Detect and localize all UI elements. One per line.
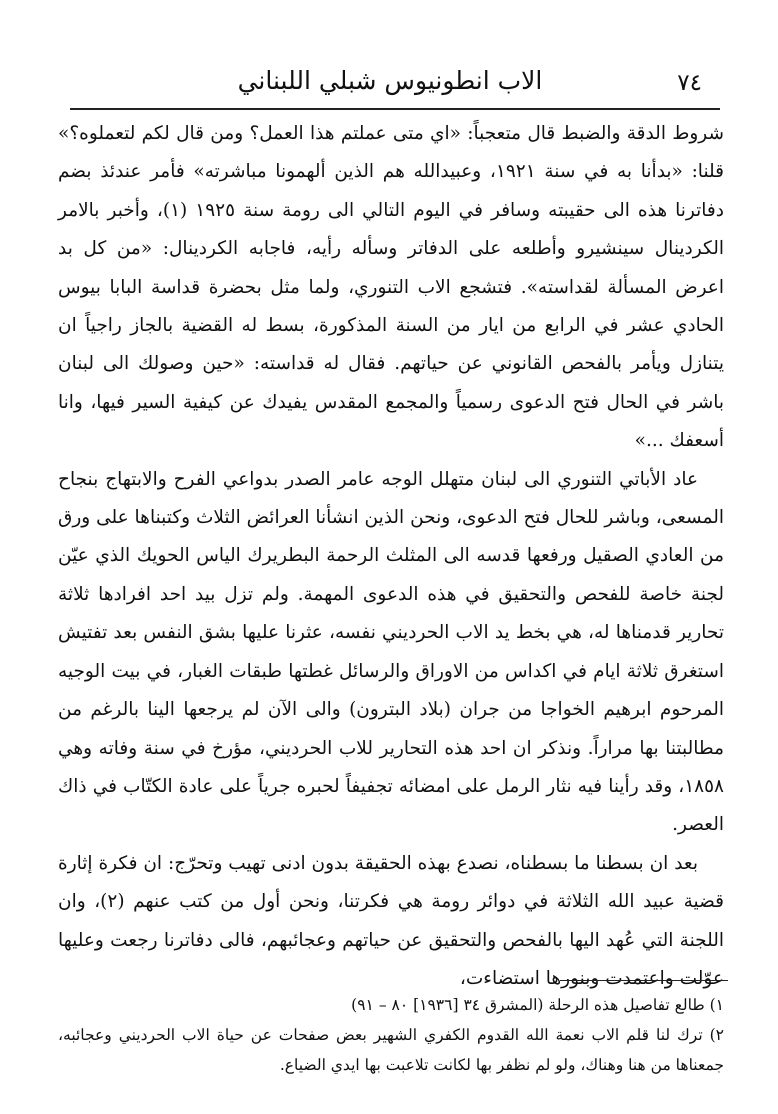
- page-header: [60, 56, 720, 106]
- paragraph-2: عاد الأباتي التنوري الى لبنان متهلل الوجه عامر الصدر بدواعي الفرح والابتهاج بنجاح المسعى، وباشر للحال فتح الدعوى، ونحن الذين انشأنا العرائض الثلاث وكتبناها على ورق من العادي الصقيل ورفعها قدسه الى المثلث الرحمة البطريرك الياس الحويك الذي عيّن لجنة خاصة للفحص والتحقيق في هذه الدعوى المهمة. ولم تزل بيد احد افرادها ثلاثة تحارير قدمناها له، هي بخط يد الاب الحرديني نفسه، عثرنا عليها بشق النفس بعد تفتيش استغرق ثلاثة ايام في اكداس من الاوراق والرسائل غطتها طبقات الغبار، في بيت الوجيه المرحوم ابرهيم الخواجا من جران (بلاد البترون) والى الآن لم يرجعها الينا بالرغم من مطالبتنا بها مراراً. ونذكر ان احد هذه التحارير للاب الحرديني، مؤرخ في سنة وفاته وهي ١٨٥٨، وقد رأينا فيه نثار الرمل على امضائه تجفيفاً لحبره جرياً على عادة الكتّاب في ذاك العصر.: [57, 468, 724, 836]
- body-text: [58, 115, 724, 998]
- footnote-1: ١) طالع تفاصيل هذه الرحلة (المشرق ٣٤ [١٩٣٦] ٨٠ – ٩١): [351, 996, 724, 1014]
- paragraph-1: شروط الدقة والضبط قال متعجباً: «اي متى عملتم هذا العمل؟ ومن قال لكم لتعملوه؟» قلنا: «بدأنا به في سنة ١٩٢١، وعبيدالله هم الذين ألهمونا مباشرته» فأمر عندئذ بضم دفاترنا هذه الى حقيبته وسافر في اليوم التالي الى رومة سنة ١٩٢٥ (١)، وأخبر بالامر الكردينال سينشيرو وأطلعه على الدفاتر وسأله رأيه، فاجابه الكردينال: «من كل بد اعرض المسألة لقداسته». فتشجع الاب التنوري، ولما مثل بحضرة قداسة البابا بيوس الحادي عشر في الرابع من ايار من السنة المذكورة، بسط له القضية بالجاز راجياً ان يتنازل ويأمر بالفحص القانوني عن حياتهم. فقال له قداسته: «حين وصولك الى لبنان باشر في الحال فتح الدعوى رسمياً والمجمع المقدس يفيدك عن كيفية السير فيها، وانا أسعفك ...»: [58, 123, 724, 452]
- header-rule: [70, 108, 720, 110]
- paragraph-3: بعد ان بسطنا ما بسطناه، نصدع بهذه الحقيقة بدون ادنى تهيب وتحرّج: ان فكرة إثارة قضية عبيد الله الثلاثة في دوائر رومة هي فكرتنا، ونحن أول من كتب عنهم (٢)، وان اللجنة التي عُهد اليها بالفحص والتحقيق عن حياتهم وعجائبهم، فالى دفاترنا رجعت وعليها عوّلت واعتمدت وبنورها استضاءت،: [58, 852, 724, 989]
- page-number: ٧٤: [677, 70, 702, 96]
- running-title: الاب انطونيوس شبلي اللبناني: [237, 66, 543, 95]
- footnotes: [58, 990, 724, 1080]
- footnote-2: ٢) ترك لنا قلم الاب نعمة الله القدوم الكفري الشهير بعض صفحات عن حياة الاب الحرديني وعجائبه، جمعناها من هنا وهناك، ولو لم نظفر بها لكانت تلاعبت بها ايدي الضياع.: [58, 1026, 724, 1074]
- footnote-rule: [560, 980, 728, 981]
